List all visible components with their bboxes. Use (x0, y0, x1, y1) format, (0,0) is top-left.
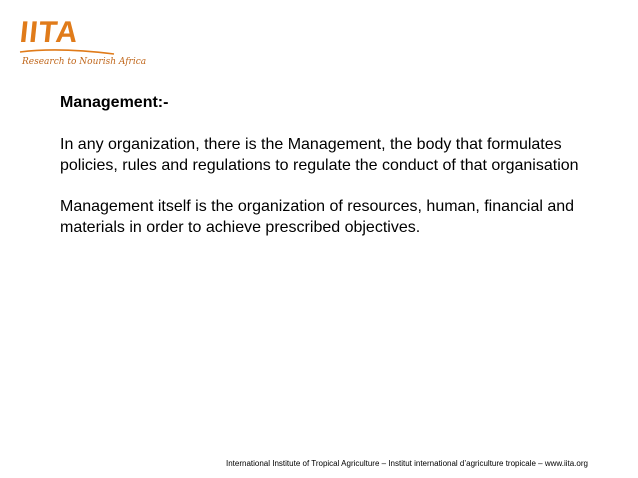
logo-tagline: Research to Nourish Africa (22, 57, 147, 67)
logo-mark: IITA (18, 16, 81, 49)
paragraph-management-body: In any organization, there is the Management, the body that formulates policies, rules and regulations to regulate the conduct of that organisation (60, 136, 579, 174)
paragraph-management-definition: Management itself is the organization of resources, human, financial and materials in order to achieve prescribed objectives. (60, 198, 575, 236)
slide-content (60, 92, 600, 258)
iita-logo (18, 16, 147, 74)
footer-text: International Institute of Tropical Agriculture – Institut international d’agriculture tropicale – www.iita.org (226, 459, 588, 468)
slide-heading: Management:- (60, 94, 169, 111)
logo-swoosh-icon (18, 44, 118, 58)
